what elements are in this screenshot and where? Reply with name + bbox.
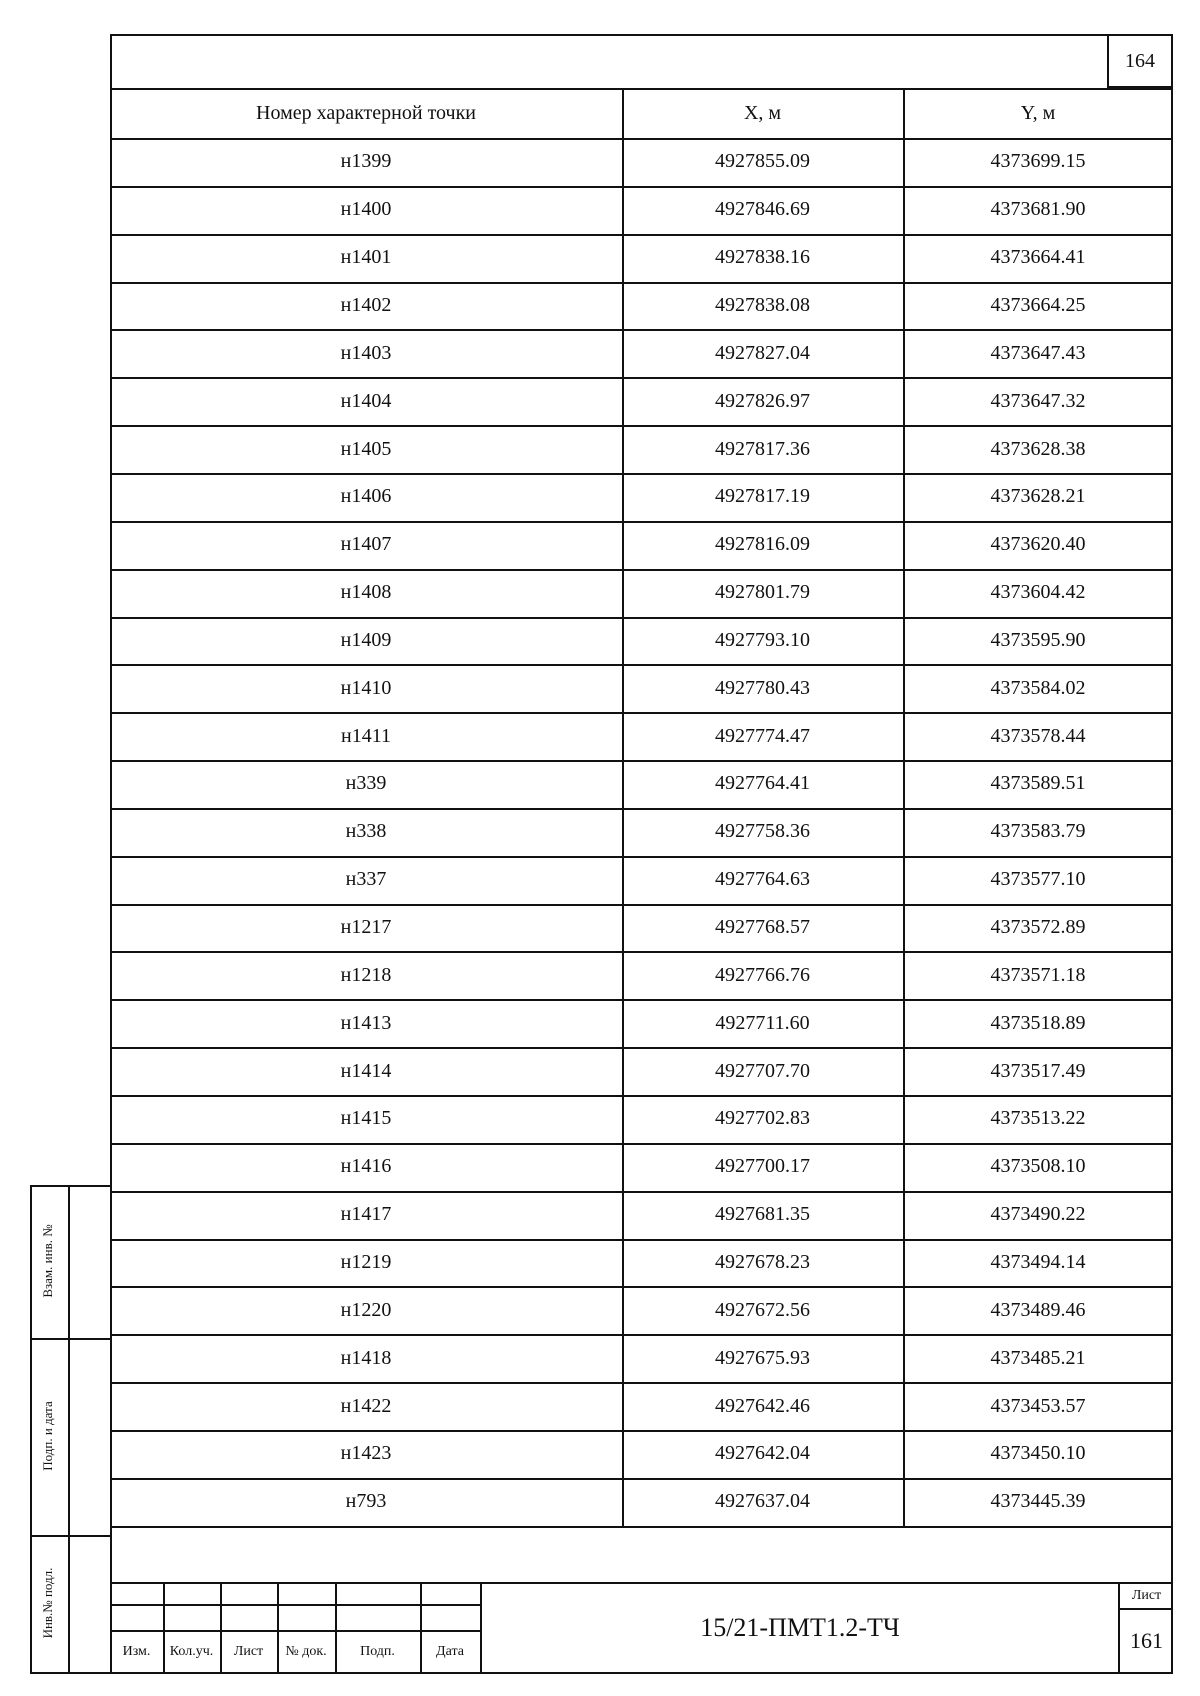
table-cell-y: 4373571.18: [990, 963, 1086, 986]
table-cell-x: 4927846.69: [715, 198, 810, 221]
table-cell-y: 4373489.46: [990, 1298, 1086, 1321]
table-cell-point-number: н1410: [340, 676, 392, 699]
table-cell-y: 4373577.10: [990, 868, 1086, 891]
table-cell-y: 4373583.79: [990, 820, 1086, 843]
table-cell-point-number: н1403: [340, 341, 392, 364]
table-cell-y: 4373518.89: [990, 1011, 1086, 1034]
table-cell-x: 4927764.63: [715, 868, 810, 891]
table-cell-y: 4373578.44: [990, 724, 1086, 747]
title-block-col-data: Дата: [436, 1644, 464, 1659]
table-cell-y: 4373584.02: [990, 676, 1086, 699]
table-cell-x: 4927817.19: [715, 485, 810, 508]
table-cell-point-number: н337: [345, 868, 387, 891]
table-cell-x: 4927780.43: [715, 676, 810, 699]
table-cell-point-number: н339: [345, 772, 387, 795]
table-cell-point-number: н1405: [340, 437, 392, 460]
table-cell-y: 4373647.32: [990, 389, 1086, 412]
table-cell-point-number: н1220: [340, 1298, 392, 1321]
table-cell-point-number: н1406: [340, 485, 392, 508]
table-cell-point-number: н1417: [340, 1203, 392, 1226]
table-cell-point-number: н1416: [340, 1155, 392, 1178]
table-cell-x: 4927817.36: [715, 437, 810, 460]
sheet-label: Лист: [1131, 1588, 1162, 1603]
table-cell-x: 4927855.09: [715, 150, 810, 173]
table-cell-y: 4373445.39: [990, 1490, 1086, 1513]
table-header-y: Y, м: [1020, 101, 1056, 124]
page-number-top: 164: [1107, 36, 1171, 88]
table-cell-point-number: н1218: [340, 963, 392, 986]
table-cell-x: 4927764.41: [715, 772, 810, 795]
table-header-point-number: Номер характерной точки: [256, 101, 476, 124]
table-cell-point-number: н1413: [340, 1011, 392, 1034]
table-cell-x: 4927711.60: [715, 1011, 810, 1034]
table-cell-y: 4373628.38: [990, 437, 1086, 460]
side-stamp-podp-data: Подп. и дата: [40, 1401, 55, 1471]
table-cell-point-number: н1407: [340, 533, 392, 556]
table-cell-point-number: н1401: [340, 246, 392, 269]
table-cell-x: 4927675.93: [715, 1346, 810, 1369]
table-cell-y: 4373513.22: [990, 1107, 1086, 1130]
table-cell-point-number: н1402: [340, 293, 392, 316]
title-block-col-list: Лист: [233, 1644, 264, 1659]
table-cell-y: 4373494.14: [990, 1250, 1086, 1273]
table-cell-x: 4927827.04: [715, 341, 810, 364]
table-cell-x: 4927793.10: [715, 628, 810, 651]
table-cell-x: 4927768.57: [715, 916, 810, 939]
table-cell-point-number: н1422: [340, 1394, 392, 1417]
sheet-number: 161: [1130, 1628, 1163, 1653]
table-cell-point-number: н338: [345, 820, 387, 843]
table-cell-y: 4373485.21: [990, 1346, 1086, 1369]
table-cell-point-number: н1217: [340, 916, 392, 939]
table-cell-point-number: н1415: [340, 1107, 392, 1130]
table-cell-x: 4927681.35: [715, 1203, 810, 1226]
table-cell-x: 4927700.17: [715, 1155, 810, 1178]
table-cell-y: 4373450.10: [990, 1442, 1086, 1465]
table-cell-x: 4927642.04: [715, 1442, 810, 1465]
table-cell-x: 4927838.08: [715, 293, 810, 316]
table-cell-x: 4927758.36: [715, 820, 810, 843]
table-cell-y: 4373517.49: [990, 1059, 1086, 1082]
table-cell-point-number: н1409: [340, 628, 392, 651]
table-cell-point-number: н793: [345, 1490, 387, 1513]
table-cell-y: 4373620.40: [990, 533, 1086, 556]
table-cell-x: 4927707.70: [715, 1059, 810, 1082]
title-block-col-izm: Изм.: [122, 1644, 151, 1659]
table-cell-point-number: н1399: [340, 150, 392, 173]
table-cell-x: 4927678.23: [715, 1250, 810, 1273]
table-cell-point-number: н1411: [341, 724, 391, 747]
table-row-divider: [110, 1526, 1173, 1528]
table-cell-y: 4373490.22: [990, 1203, 1086, 1226]
table-cell-y: 4373453.57: [990, 1394, 1086, 1417]
table-cell-point-number: н1418: [340, 1346, 392, 1369]
table-cell-y: 4373628.21: [990, 485, 1086, 508]
table-cell-y: 4373664.25: [990, 293, 1086, 316]
table-cell-x: 4927702.83: [715, 1107, 810, 1130]
table-cell-x: 4927637.04: [715, 1490, 810, 1513]
table-cell-point-number: н1404: [340, 389, 392, 412]
side-stamp-vzam-inv: Взам. инв. №: [40, 1224, 55, 1298]
table-cell-y: 4373664.41: [990, 246, 1086, 269]
table-cell-x: 4927826.97: [715, 389, 810, 412]
table-cell-y: 4373604.42: [990, 581, 1086, 604]
table-cell-point-number: н1408: [340, 581, 392, 604]
side-stamp-inv-podl: Инв.№ подл.: [40, 1567, 55, 1639]
table-cell-x: 4927838.16: [715, 246, 810, 269]
table-header-x: X, м: [743, 101, 782, 124]
table-cell-x: 4927816.09: [715, 533, 810, 556]
table-cell-x: 4927766.76: [715, 963, 810, 986]
table-cell-point-number: н1414: [340, 1059, 392, 1082]
title-block-col-doc-number: № док.: [285, 1644, 327, 1659]
table-cell-x: 4927642.46: [715, 1394, 810, 1417]
table-cell-y: 4373681.90: [990, 198, 1086, 221]
table-cell-point-number: н1400: [340, 198, 392, 221]
document-code: 15/21-ПМТ1.2-ТЧ: [700, 1613, 900, 1642]
table-cell-x: 4927801.79: [715, 581, 810, 604]
table-cell-x: 4927672.56: [715, 1298, 810, 1321]
table-cell-y: 4373595.90: [990, 628, 1086, 651]
table-cell-y: 4373572.89: [990, 916, 1086, 939]
title-block-col-kol-uch: Кол.уч.: [169, 1644, 214, 1659]
table-cell-y: 4373699.15: [990, 150, 1086, 173]
title-block-col-podp: Подп.: [360, 1644, 395, 1659]
table-cell-y: 4373508.10: [990, 1155, 1086, 1178]
table-cell-y: 4373589.51: [990, 772, 1086, 795]
table-cell-x: 4927774.47: [715, 724, 810, 747]
table-cell-y: 4373647.43: [990, 341, 1086, 364]
table-cell-point-number: н1423: [340, 1442, 392, 1465]
table-cell-point-number: н1219: [340, 1250, 392, 1273]
